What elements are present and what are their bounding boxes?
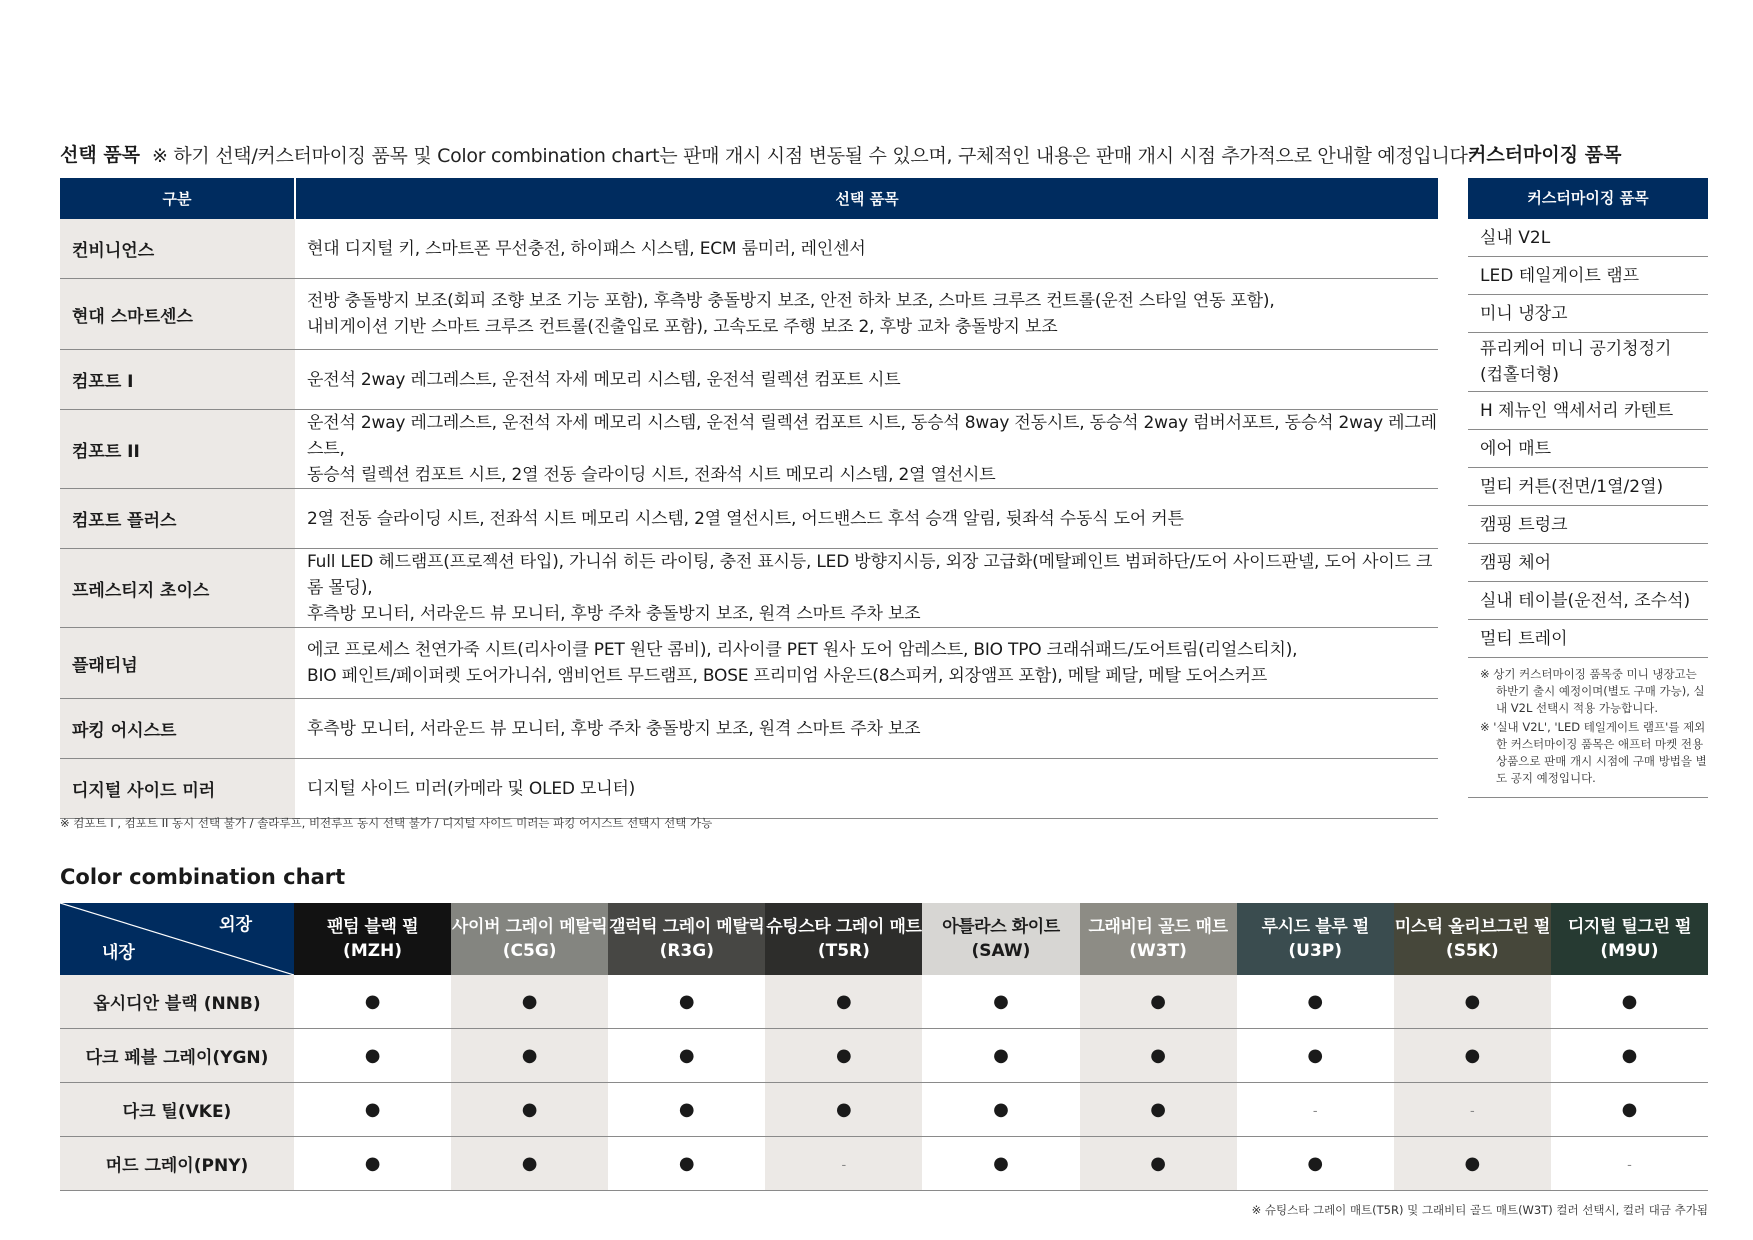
available-dot-icon: ● bbox=[836, 1099, 852, 1120]
options-items-line: 운전석 2way 레그레스트, 운전석 자세 메모리 시스템, 운전석 릴렉션 컴포트 시트, 동승석 8way 전동시트, 동승석 2way 럼버서포트, 동승석 2way 레그레스트, bbox=[307, 413, 1437, 459]
available-dot-icon: ● bbox=[993, 1099, 1009, 1120]
available-dot-icon: ● bbox=[836, 1045, 852, 1066]
availability-cell bbox=[1080, 1083, 1237, 1137]
options-category: 컴포트 II bbox=[60, 410, 295, 489]
customizing-item-label: 에어 매트 bbox=[1480, 438, 1552, 459]
exterior-color-header bbox=[608, 903, 765, 975]
available-dot-icon: ● bbox=[1464, 1153, 1481, 1174]
customizing-note: ※ 상기 커스터마이징 품목중 미니 냉장고는 하반기 출시 예정이며(별도 구매 가능), 실내 V2L 선택시 적용 가능합니다. bbox=[1480, 667, 1705, 715]
options-items bbox=[295, 628, 1438, 699]
options-row bbox=[60, 759, 1438, 819]
available-dot-icon: ● bbox=[993, 1045, 1009, 1066]
options-items bbox=[295, 489, 1438, 549]
customizing-title: 커스터마이징 품목 bbox=[1468, 144, 1622, 166]
options-category: 플래티넘 bbox=[60, 628, 295, 699]
available-dot-icon: ● bbox=[1621, 1099, 1638, 1120]
exterior-color-header bbox=[1551, 903, 1708, 975]
availability-cell bbox=[922, 1137, 1079, 1191]
exterior-color-header bbox=[1080, 903, 1237, 975]
options-items-line: BIO 페인트/페이퍼렛 도어가니쉬, 앰비언트 무드램프, BOSE 프리미엄 사운드(8스피커, 외장앰프 포함), 메탈 페달, 메탈 도어스커프 bbox=[307, 666, 1268, 686]
availability-cell bbox=[1551, 1083, 1708, 1137]
exterior-color-header bbox=[451, 903, 608, 975]
options-items-line: Full LED 헤드램프(프로젝션 타입), 가니쉬 히든 라이팅, 충전 표시등, LED 방향지시등, 외장 고급화(메탈페인트 범퍼하단/도어 사이드판넬, 도어 사이드 크롬 몰딩), bbox=[307, 552, 1433, 598]
availability-cell bbox=[451, 975, 608, 1029]
available-dot-icon: ● bbox=[364, 1099, 381, 1120]
customizing-item bbox=[1468, 295, 1708, 333]
interior-color-name: 옵시디안 블랙 (NNB) bbox=[60, 975, 294, 1029]
customizing-item-label: (컵홀더형) bbox=[1480, 365, 1559, 385]
available-dot-icon: ● bbox=[836, 991, 852, 1012]
availability-cell bbox=[1080, 975, 1237, 1029]
available-dot-icon: ● bbox=[364, 1045, 381, 1066]
exterior-color-code: (R3G) bbox=[659, 941, 714, 961]
exterior-color-code: (M9U) bbox=[1600, 941, 1659, 961]
options-table bbox=[60, 178, 1438, 819]
options-items bbox=[295, 759, 1438, 819]
availability-cell bbox=[765, 1137, 922, 1191]
exterior-color-header bbox=[765, 903, 922, 975]
availability-cell bbox=[1551, 1029, 1708, 1083]
options-category: 현대 스마트센스 bbox=[60, 279, 295, 350]
availability-cell bbox=[451, 1029, 608, 1083]
customizing-item-label: 미니 냉장고 bbox=[1480, 303, 1568, 324]
customizing-item-label: 퓨리케어 미니 공기청정기 bbox=[1480, 339, 1672, 359]
available-dot-icon: ● bbox=[364, 991, 381, 1012]
available-dot-icon: ● bbox=[1150, 1099, 1166, 1120]
availability-cell bbox=[1237, 1083, 1394, 1137]
options-items bbox=[295, 350, 1438, 410]
options-row bbox=[60, 410, 1438, 489]
availability-cell bbox=[1394, 1137, 1551, 1191]
options-items-line: 디지털 사이드 미러(카메라 및 OLED 모니터) bbox=[307, 778, 636, 799]
availability-cell bbox=[1237, 1137, 1394, 1191]
column-header-category: 구분 bbox=[60, 178, 295, 219]
options-row bbox=[60, 628, 1438, 699]
not-available-mark: - bbox=[1469, 1104, 1475, 1119]
exterior-color-name: 디지털 틸그린 펄 bbox=[1567, 917, 1692, 937]
options-notice: ※ 하기 선택/커스터마이징 품목 및 Color combination chart는 판매 개시 시점 변동될 수 있으며, 구체적인 내용은 판매 개시 시점 추가적으로 안내할 예정입니다. bbox=[152, 145, 1474, 167]
exterior-color-code: (S5K) bbox=[1445, 941, 1499, 961]
options-items bbox=[295, 279, 1438, 350]
exterior-color-name: 사이버 그레이 메탈릭 bbox=[452, 917, 608, 937]
customizing-item-label: 캠핑 트렁크 bbox=[1480, 514, 1568, 535]
availability-cell bbox=[1394, 1029, 1551, 1083]
availability-cell bbox=[294, 1083, 451, 1137]
availability-cell bbox=[1394, 975, 1551, 1029]
color-combination-table bbox=[60, 903, 1708, 1191]
not-available-mark: - bbox=[1312, 1104, 1318, 1119]
availability-cell bbox=[765, 1083, 922, 1137]
available-dot-icon: ● bbox=[521, 991, 538, 1012]
options-table-header bbox=[60, 178, 1438, 219]
available-dot-icon: ● bbox=[678, 1153, 695, 1174]
availability-cell bbox=[294, 1137, 451, 1191]
color-chart-footnote: ※ 슈팅스타 그레이 매트(T5R) 및 그래비티 골드 매트(W3T) 컬러 선택시, 컬러 대금 추가됨 bbox=[1251, 1203, 1708, 1217]
availability-cell bbox=[608, 1083, 765, 1137]
options-category: 프레스티지 초이스 bbox=[60, 549, 295, 628]
options-items-line: 동승석 릴렉션 컴포트 시트, 2열 전동 슬라이딩 시트, 전좌석 시트 메모리 시스템, 2열 열선시트 bbox=[307, 465, 996, 485]
availability-cell bbox=[294, 975, 451, 1029]
availability-cell bbox=[922, 1029, 1079, 1083]
availability-cell bbox=[294, 1029, 451, 1083]
interior-label: 내장 bbox=[102, 943, 135, 963]
options-items-line: 에코 프로세스 천연가죽 시트(리사이클 PET 원단 콤비), 리사이클 PET 원사 도어 암레스트, BIO TPO 크래쉬패드/도어트림(리얼스티치), bbox=[307, 640, 1298, 660]
options-category: 파킹 어시스트 bbox=[60, 699, 295, 759]
available-dot-icon: ● bbox=[1150, 1045, 1166, 1066]
available-dot-icon: ● bbox=[1150, 1153, 1166, 1174]
exterior-color-name: 그래비티 골드 매트 bbox=[1088, 917, 1228, 937]
options-items-line: 2열 전동 슬라이딩 시트, 전좌석 시트 메모리 시스템, 2열 열선시트, 어드밴스드 후석 승객 알림, 뒷좌석 수동식 도어 커튼 bbox=[307, 508, 1184, 529]
customizing-item bbox=[1468, 506, 1708, 544]
customizing-item bbox=[1468, 257, 1708, 295]
exterior-color-code: (T5R) bbox=[817, 941, 870, 961]
exterior-color-header bbox=[1237, 903, 1394, 975]
availability-cell bbox=[1394, 1083, 1551, 1137]
options-row bbox=[60, 350, 1438, 410]
options-items-line: 내비게이션 기반 스마트 크루즈 컨트롤(진출입로 포함), 고속도로 주행 보조 2, 후방 교차 충돌방지 보조 bbox=[307, 317, 1058, 337]
availability-cell bbox=[608, 1029, 765, 1083]
exterior-label: 외장 bbox=[219, 915, 252, 935]
exterior-color-name: 미스틱 올리브그린 펄 bbox=[1394, 917, 1550, 937]
options-items bbox=[295, 219, 1438, 279]
availability-cell bbox=[1551, 1137, 1708, 1191]
not-available-mark: - bbox=[841, 1158, 847, 1173]
exterior-color-name: 갤럭틱 그레이 메탈릭 bbox=[609, 917, 765, 937]
interior-row bbox=[60, 1029, 1708, 1083]
available-dot-icon: ● bbox=[1621, 1045, 1638, 1066]
availability-cell bbox=[451, 1083, 608, 1137]
options-category: 컴포트 플러스 bbox=[60, 489, 295, 549]
options-items bbox=[295, 410, 1438, 489]
options-category: 디지털 사이드 미러 bbox=[60, 759, 295, 819]
exterior-color-code: (SAW) bbox=[971, 941, 1031, 961]
available-dot-icon: ● bbox=[1307, 1045, 1324, 1066]
available-dot-icon: ● bbox=[1464, 1045, 1481, 1066]
available-dot-icon: ● bbox=[993, 1153, 1009, 1174]
corner-header bbox=[60, 903, 294, 975]
customizing-item-label: 실내 테이블(운전석, 조수석) bbox=[1480, 590, 1691, 611]
availability-cell bbox=[765, 975, 922, 1029]
options-items bbox=[295, 699, 1438, 759]
customizing-note: ※ '실내 V2L', 'LED 테일게이트 램프'를 제외한 커스터마이징 품목은 애프터 마켓 전용 상품으로 판매 개시 시점에 구매 방법을 별도 공지 예정입니다. bbox=[1480, 720, 1707, 785]
options-items-line: 현대 디지털 키, 스마트폰 무선충전, 하이패스 시스템, ECM 룸미러, 레인센서 bbox=[307, 238, 866, 259]
interior-color-name: 머드 그레이(PNY) bbox=[60, 1137, 294, 1191]
available-dot-icon: ● bbox=[521, 1045, 538, 1066]
customizing-item bbox=[1468, 544, 1708, 582]
customizing-item-label: 멀티 커튼(전면/1열/2열) bbox=[1480, 476, 1664, 497]
diagonal-divider bbox=[60, 903, 294, 975]
available-dot-icon: ● bbox=[521, 1153, 538, 1174]
exterior-color-header bbox=[1394, 903, 1551, 975]
customizing-notes bbox=[1468, 658, 1708, 798]
available-dot-icon: ● bbox=[1621, 991, 1638, 1012]
availability-cell bbox=[1551, 975, 1708, 1029]
options-items-line: 전방 충돌방지 보조(회피 조향 보조 기능 포함), 후측방 충돌방지 보조, 안전 하차 보조, 스마트 크루즈 컨트롤(운전 스타일 연동 포함), bbox=[307, 291, 1275, 311]
options-items bbox=[295, 549, 1438, 628]
availability-cell bbox=[1080, 1029, 1237, 1083]
available-dot-icon: ● bbox=[1150, 991, 1166, 1012]
customizing-item bbox=[1468, 219, 1708, 257]
available-dot-icon: ● bbox=[678, 1045, 695, 1066]
availability-cell bbox=[608, 1137, 765, 1191]
color-chart-header bbox=[60, 903, 1708, 975]
available-dot-icon: ● bbox=[993, 991, 1009, 1012]
availability-cell bbox=[1080, 1137, 1237, 1191]
availability-cell bbox=[608, 975, 765, 1029]
availability-cell bbox=[451, 1137, 608, 1191]
exterior-color-name: 루시드 블루 펄 bbox=[1261, 917, 1369, 937]
exterior-color-code: (W3T) bbox=[1129, 941, 1187, 961]
availability-cell bbox=[1237, 1029, 1394, 1083]
options-row bbox=[60, 279, 1438, 350]
interior-row bbox=[60, 1083, 1708, 1137]
color-chart-title: Color combination chart bbox=[60, 865, 346, 889]
availability-cell bbox=[922, 975, 1079, 1029]
interior-row bbox=[60, 1137, 1708, 1191]
interior-color-name: 다크 페블 그레이(YGN) bbox=[60, 1029, 294, 1083]
options-items-line: 운전석 2way 레그레스트, 운전석 자세 메모리 시스템, 운전석 릴렉션 컴포트 시트 bbox=[307, 369, 901, 390]
available-dot-icon: ● bbox=[1307, 1153, 1324, 1174]
options-title: 선택 품목 bbox=[60, 144, 141, 166]
exterior-color-name: 슈팅스타 그레이 매트 bbox=[766, 917, 922, 937]
availability-cell bbox=[765, 1029, 922, 1083]
customizing-item-label: H 제뉴인 액세서리 카텐트 bbox=[1480, 400, 1674, 421]
exterior-color-code: (C5G) bbox=[502, 941, 557, 961]
available-dot-icon: ● bbox=[1464, 991, 1481, 1012]
customizing-item-label: 실내 V2L bbox=[1480, 227, 1551, 248]
available-dot-icon: ● bbox=[678, 991, 695, 1012]
options-row bbox=[60, 549, 1438, 628]
customizing-item bbox=[1468, 468, 1708, 506]
options-row bbox=[60, 489, 1438, 549]
interior-color-name: 다크 틸(VKE) bbox=[60, 1083, 294, 1137]
customizing-table bbox=[1468, 178, 1708, 798]
exterior-color-name: 아틀라스 화이트 bbox=[942, 917, 1060, 937]
customizing-item-label: 멀티 트레이 bbox=[1480, 628, 1568, 649]
options-category: 컴포트 I bbox=[60, 350, 295, 410]
available-dot-icon: ● bbox=[364, 1153, 381, 1174]
column-header-items: 선택 품목 bbox=[295, 178, 1438, 219]
customizing-item-label: 캠핑 체어 bbox=[1480, 552, 1552, 573]
options-items-line: 후측방 모니터, 서라운드 뷰 모니터, 후방 주차 충돌방지 보조, 원격 스마트 주차 보조 bbox=[307, 604, 921, 624]
availability-cell bbox=[1237, 975, 1394, 1029]
options-category: 컨비니언스 bbox=[60, 219, 295, 279]
customizing-item bbox=[1468, 620, 1708, 658]
customizing-table-header: 커스터마이징 품목 bbox=[1468, 178, 1708, 219]
exterior-color-header bbox=[294, 903, 451, 975]
availability-cell bbox=[922, 1083, 1079, 1137]
options-items-line: 후측방 모니터, 서라운드 뷰 모니터, 후방 주차 충돌방지 보조, 원격 스마트 주차 보조 bbox=[307, 718, 921, 739]
customizing-item bbox=[1468, 582, 1708, 620]
customizing-item bbox=[1468, 430, 1708, 468]
exterior-color-code: (MZH) bbox=[343, 941, 403, 961]
exterior-color-code: (U3P) bbox=[1288, 941, 1343, 961]
available-dot-icon: ● bbox=[678, 1099, 695, 1120]
customizing-item bbox=[1468, 333, 1708, 392]
options-row bbox=[60, 699, 1438, 759]
available-dot-icon: ● bbox=[521, 1099, 538, 1120]
exterior-color-header bbox=[922, 903, 1079, 975]
options-row bbox=[60, 219, 1438, 279]
exterior-color-name: 팬텀 블랙 펄 bbox=[326, 917, 419, 937]
available-dot-icon: ● bbox=[1307, 991, 1324, 1012]
not-available-mark: - bbox=[1627, 1158, 1632, 1173]
customizing-item bbox=[1468, 392, 1708, 430]
options-footnote: ※ 컴포트 I , 컴포트 II 동시 선택 불가 / 솔라루프, 비전루프 동시 선택 불가 / 디지털 사이드 미러는 파킹 어시스트 선택시 선택 가능 bbox=[60, 816, 713, 830]
interior-row bbox=[60, 975, 1708, 1029]
customizing-item-label: LED 테일게이트 램프 bbox=[1480, 265, 1640, 286]
